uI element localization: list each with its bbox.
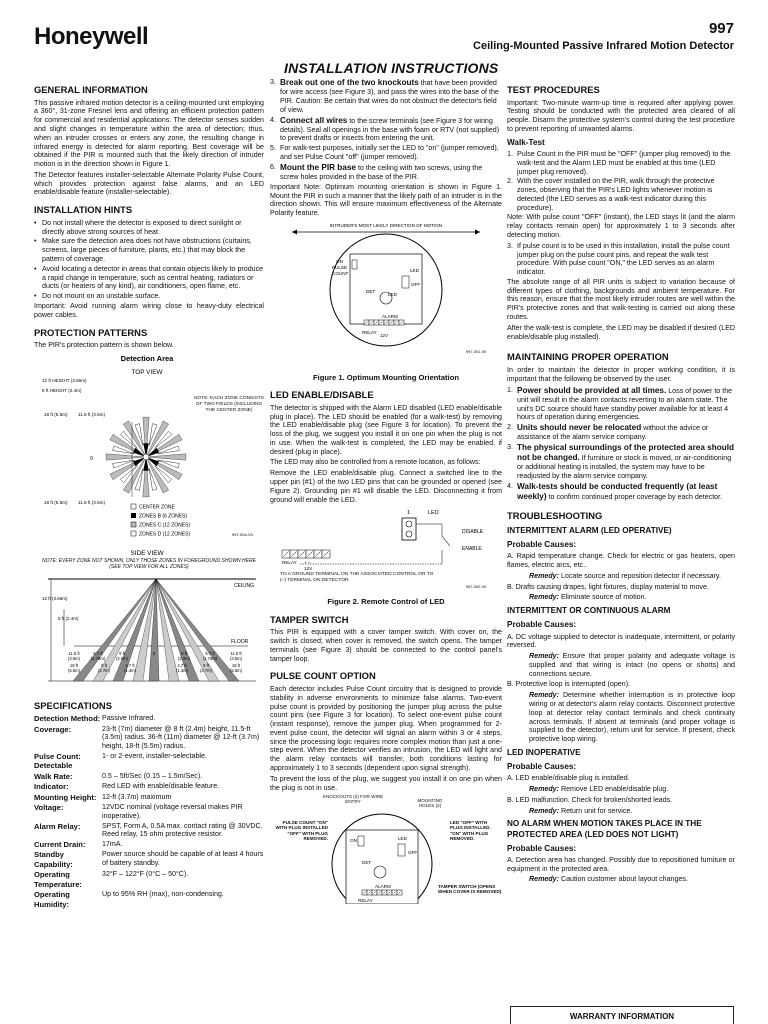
warranty-box: WARRANTY INFORMATION <box>510 1006 734 1024</box>
spec-value: 23-ft (7m) diameter @ 8 ft (2.4m) height, 11.5-ft (3.5m) radius. 36-ft (11m) diameter @ 12-ft (3.7m) height, 18-ft (5.5m) radius. <box>102 724 260 751</box>
distance-label: 5.7 ft <box>205 650 215 656</box>
trouble-subtitle: INTERMITTENT ALARM (LED OPERATIVE) <box>507 525 672 535</box>
spec-key: Current Drain: <box>34 840 86 850</box>
cause-item: A. LED enable/disable plug is installed. <box>507 774 630 783</box>
spec-value: Passive Infrared. <box>102 714 156 723</box>
list-item: 3. If pulse count is to be used in this installation, install the pulse count jumper plug on the pulse count pins, and repeat the walk test procedure. With pulse count "ON," the LED serves as an alarm indicator. <box>507 241 730 277</box>
spec-row <box>34 782 264 791</box>
height-label: 8 ft HEIGHT (2.4m) <box>42 387 82 393</box>
spec-value: 0.5 – 5ft/Sec (0.15 – 1.5m/Sec). <box>102 771 203 780</box>
spec-row <box>34 870 264 889</box>
section-title-pulse: PULSE COUNT OPTION <box>270 670 376 682</box>
range-paragraph: The absolute range of all PIR units is subject to variation because of different types of clothing, backgrounds and ambient temperature. For this reason, ensure that the most likely intruder routes are well within the PIR's protective zones and that walk-testing is carried out along these routes. <box>507 277 735 322</box>
brand-logo: Honeywell <box>34 23 149 50</box>
cause-item: B. LED malfunction. Check for broken/shorted leads. <box>507 795 673 804</box>
walk-test-note: Note: With pulse count "OFF" (instant), the LED stays lit (and the alarm relay contacts remain open) for approximately 1 to 3 seconds after detecting motion. <box>507 213 735 239</box>
list-item: 5. For walk-test purposes, initially set the LED to "on" (jumper removed), and set Pulse Count "off" (jumper removed). <box>270 144 499 162</box>
off-label: OFF <box>411 281 421 287</box>
det-label: DET <box>366 288 376 294</box>
spec-key: Pulse Count: Detectable <box>34 751 81 771</box>
center-label: 0 <box>90 455 93 462</box>
ground-note: TO A GROUND TERMINAL ON THE ASSOCIATED CONTROL OR TO (–) TERMINAL ON DETECTOR <box>280 572 434 584</box>
remedy-item: Remedy: Locate source and reposition detector if necessary. <box>529 571 721 580</box>
trouble-subtitle: NO ALARM WHEN MOTION TAKES PLACE IN THE PROTECTED AREA (LED DOES NOT LIGHT) <box>507 819 702 839</box>
spec-row <box>34 850 264 869</box>
side-view-label: SIDE VIEW <box>130 549 164 557</box>
spec-key: Operating Temperature: <box>34 870 82 889</box>
main-title: INSTALLATION INSTRUCTIONS <box>284 60 499 76</box>
led-label: LED <box>428 510 439 517</box>
walk-test-steps-cont <box>507 242 735 277</box>
list-item: 1. Power should be provided at all times. Loss of power to the unit will result in the alarm contacts reverting to an alarm state. The unit's DC source should have standby power available for at least 4 hours of operation during emergencies. <box>507 385 733 422</box>
pulse-count-note: PULSE COUNT "ON" WITH PLUG INSTALLED "OFF" WITH PLUG REMOVED. <box>275 820 328 842</box>
distance-label: (1.75m) <box>202 655 218 661</box>
pulse-paragraph-2: To prevent the loss of the plug, we suggest you install it on one pin when the plug is not in use. <box>270 774 502 792</box>
legend-entry: ZONES C (12 ZONES) <box>139 522 191 529</box>
wiring-diagram <box>270 794 502 904</box>
hints-list <box>34 219 264 301</box>
spec-row <box>34 772 264 781</box>
document-subtitle: Ceiling-Mounted Passive Infrared Motion Detector <box>473 40 734 52</box>
side-view-note: NOTE: EVERY ZONE NOT SHOWN, ONLY THOSE ZONES IN FOREGROUND SHOWN HERE (SEE TOP VIEW FOR ALL ZONES) <box>42 557 256 570</box>
general-paragraph-1: This passive infrared motion detector is a ceiling-mounted unit employing a 360°, 31-zone Fresnel lens and offering an efficient protection pattern for commercial and residential applications. The detector senses sudden and slight changes in temperature within the area of detection; thus, when an intruder crosses or enters any zone, the resulting change in infrared energy is detected for alarm reporting. Best coverage will be obtained if the PIR is mounted such that the likely direction of intruder motion is in the direction shown in Figure 1. <box>34 98 264 169</box>
remedy-item: Remedy: Eliminate source of motion. <box>529 593 647 602</box>
distance-label: (3.5m) <box>67 655 81 661</box>
distance-label: 9 ft <box>101 662 107 668</box>
pulse-label: PULSE <box>332 264 348 270</box>
led-label: LED <box>388 291 397 297</box>
radius-label: 18 ft (5.5m) <box>44 411 68 417</box>
led-note: LED "OFF" WITH PLUG INSTALLED. "ON" WITH PLUG REMOVED. <box>450 820 491 842</box>
off-label: OFF <box>408 850 418 856</box>
on-label: ON <box>336 258 343 264</box>
probable-causes: Probable Causes: <box>507 540 577 550</box>
spec-key: Operating Humidity: <box>34 890 70 909</box>
maintain-list <box>507 386 735 503</box>
spec-value: 12-ft (3.7m) maximum <box>102 792 172 801</box>
spec-value: Power source should be capable of at least 4 hours of battery standby. <box>102 850 264 868</box>
spec-value: 17mA. <box>102 840 123 849</box>
cause-item: A. DC voltage supplied to detector is inadequate, intermittent, or polarity reversed. <box>507 632 735 650</box>
figure-2 <box>270 506 502 606</box>
figure-code: 997-001-V0 <box>466 348 487 354</box>
remedy-item: Remedy: Ensure that proper polarity and adequate voltage is supplied and that wiring is intact (no opens or shorts) and connections secure. <box>529 652 735 678</box>
distance-label: (2.7m) <box>199 667 213 673</box>
walk-test-steps <box>507 150 735 212</box>
floor-label: FLOOR <box>231 638 249 645</box>
led-paragraph-3: Remove the LED enable/disable plug. Connect a switched line to the upper pin (#1) of the two LED pins that can be grounded or opened (see Figure 2). Grounding pin #1 will disable the LED. Disconnecting it from ground will enable the LED. <box>270 469 502 504</box>
probable-causes: Probable Causes: <box>507 843 577 853</box>
remedy-item: Remedy: Return unit for service. <box>529 806 633 815</box>
column-middle <box>270 78 502 907</box>
cause-item: A. Detection area has changed. Possibly due to repositioned furniture or equipment in the protected area. <box>507 855 735 873</box>
legend-entry: ZONES B (6 ZONES) <box>139 513 188 520</box>
section-title-protection: PROTECTION PATTERNS <box>34 326 148 338</box>
distance-label: 18 ft <box>231 662 241 668</box>
spec-row <box>34 822 264 840</box>
led-paragraph-2: The LED may also be controlled from a remote location, as follows: <box>270 458 481 467</box>
spec-key: Detection Method: <box>34 714 101 724</box>
trouble-subtitle: LED INOPERATIVE <box>507 747 581 757</box>
spec-value: Up to 95% RH (max), non-condensing. <box>102 890 224 899</box>
walk-test-title: Walk-Test <box>507 137 545 147</box>
remedy-item: Remedy: Caution customer about layout changes. <box>529 875 688 884</box>
pin-label: 1 <box>407 510 411 517</box>
hints-important: Important: Avoid running alarm wiring close to heavy-duty electrical power cables. <box>34 301 264 319</box>
list-item: 2. Units should never be relocated without the advice or assistance of the alarm service company. <box>507 423 709 442</box>
section-title-tamper: TAMPER SWITCH <box>270 613 349 625</box>
distance-label: 0 <box>152 650 156 656</box>
relay-label: RELAY <box>358 898 373 904</box>
side-view-diagram <box>34 547 264 695</box>
distance-label: 4.7 ft <box>125 662 135 668</box>
zone-note: NOTE: EACH ZONE CONSISTS OF TWO FIELDS (INCLUDING THE CENTER ZONE) <box>194 395 264 413</box>
zone-legend <box>131 504 190 538</box>
list-item: 3. The physical surroundings of the protected area should not be changed. If furniture or stock is moved, or air-conditioning or additional heating is installed, the system may have to be readjusted by the alarm service company. <box>507 443 735 481</box>
spec-row <box>34 714 264 723</box>
cause-item: B. Drafts causing drapes, light fixtures, display material to move. <box>507 582 709 591</box>
section-title-led: LED ENABLE/DISABLE <box>270 389 374 401</box>
detection-area-label: Detection Area <box>120 353 174 363</box>
spec-key: Standby Capability: <box>34 850 73 869</box>
list-item: 4. Walk-tests should be conducted frequently (at least weekly) to confirm continued proper coverage by each detector. <box>507 481 723 502</box>
spec-value: Red LED with enable/disable feature. <box>102 782 220 791</box>
figure-2-caption: Figure 2. Remote Control of LED <box>327 597 445 607</box>
cause-item: A. Rapid temperature change. Check for electric or gas heaters, open flames, electric arcs, etc.. <box>507 552 735 570</box>
led-label: LED <box>398 836 407 842</box>
spec-key: Walk Rate: <box>34 771 73 781</box>
enable-label: ENABLE <box>462 546 482 553</box>
distance-label: 9 ft <box>119 650 125 656</box>
tamper-note: TAMPER SWITCH (OPENS WHEN COVER IS REMOVED) <box>438 884 502 895</box>
distance-label: 9 ft <box>181 650 187 656</box>
distance-label: 11.5 ft <box>230 650 242 656</box>
section-title-general: GENERAL INFORMATION <box>34 84 148 95</box>
figure-code: 997-002-V0 <box>466 584 487 590</box>
tamper-paragraph: This PIR is equipped with a cover tamper switch. With cover on, the switch is closed; when cover is removed, the switch opens. The tamper terminals (see Figure 3) should be connected to the control panel's tamper loop. <box>270 628 502 663</box>
list-item: • Do not install where the detector is exposed to direct sunlight or directly above strong sources of heat. <box>34 219 264 237</box>
remedy-item: Remedy: Determine whether interruption is in protective loop wiring or at detector's alarm relay contacts. Disconnect protective loop at detector relay contact terminals and check continuity across terminals. If absent at terminals (and proper voltage is supplied to the detector), return unit for service. If present, check protective loop wiring. <box>529 691 735 744</box>
section-title-specs: SPECIFICATIONS <box>34 699 112 711</box>
pulse-paragraph-1: Each detector includes Pulse Count circuitry that is designed to provide stability in adverse environments to minimize false alarms. Two-event pulse count is provided by positioning the jumper plug across the pulse count pins (see Figure 3 for location). To select one-event pulse count (instant response), remove the jumper plug. When programmed for 2-event pulse count, the detector will signal an alarm within 3 or 4 steps, since the processing logic requires more complex motion than just a one-step event. When the detector verifies an intrusion, the LED will light and the alarm relay contacts will transfer, both conditions lasting for approximately 1 to 3 seconds (dependent upon signal strength). <box>270 684 502 772</box>
figure-code: 997-004-V0 <box>232 531 253 537</box>
mounting-note: MOUNTING HOLES (2) <box>417 798 443 809</box>
on-label: ON <box>350 838 357 844</box>
spec-row <box>34 803 264 821</box>
knockouts-note: KNOCKOUTS (2) FOR WIRE ENTRY <box>322 794 384 805</box>
count-label: COUNT <box>332 270 349 276</box>
radius-label: 11.5 ft (3.5m) <box>78 499 105 505</box>
distance-label: 18 ft <box>69 662 79 668</box>
top-view-diagram <box>34 352 264 544</box>
model-number: 997 <box>708 20 734 37</box>
list-item: 4. Connect all wires to the screw terminals (see Figure 3 for wiring details). Seal all openings in the base with foam or RTV (not supplied) to prevent drafts or insects from entering the unit. <box>270 115 500 143</box>
distance-label: 5.7 ft <box>93 650 103 656</box>
maintain-intro: In order to maintain the detector in proper working condition, it is important that the following be observed by the user. <box>507 366 735 383</box>
voltage-label: 12V <box>304 566 313 572</box>
after-test-paragraph: After the walk-test is complete, the LED may be disabled if desired (LED enable/disable plug installed). <box>507 323 735 341</box>
distance-label: 11.5 ft <box>68 650 80 656</box>
spec-value: 32°F – 122°F (0°C – 50°C). <box>102 870 189 879</box>
led-paragraph-1: The detector is shipped with the Alarm LED disabled (LED enable/disable plug in place). The LED should be enabled (for a walk-test) by removing the LED enable/disable plug (see Figure 3 for location). To prevent the loss of the plug, we suggest you install it on one pin when the plug is not in use. When the walk-test is completed, the LED may be enabled, if desired (plug in place). <box>270 403 502 456</box>
probable-causes: Probable Causes: <box>507 620 577 630</box>
distance-label: (1.4m) <box>123 667 137 673</box>
protection-intro: The PIR's protection pattern is shown below. <box>34 341 174 350</box>
spec-key: Indicator: <box>34 782 69 792</box>
spec-key: Coverage: <box>34 724 72 734</box>
voltage-label: 12V <box>380 332 389 338</box>
trouble-subtitle: INTERMITTENT OR CONTINUOUS ALARM <box>507 606 671 616</box>
det-label: DET <box>362 860 372 866</box>
specs-table <box>34 714 264 909</box>
direction-label: INTRUDER'S MOST LIKELY DIRECTION OF MOTION <box>329 222 443 228</box>
column-left <box>34 77 264 910</box>
alarm-label: ALARM <box>375 884 391 890</box>
spec-row <box>34 840 264 849</box>
distance-label: 9 ft <box>203 662 209 668</box>
test-important: Important: Two-minute warm-up time is required after applying power. Testing should be conducted with the protected area cleared of all people. Disarm the protective system's control during the test procedure to prevent reporting of unwanted alarms. <box>507 98 735 133</box>
important-note: Important Note: Optimum mounting orientation is shown in Figure 1. Mount the PIR in such a manner that the likely path of an intruder is in the direction shown. This will ensure maximum effectiveness of the Alternate Polarity feature. <box>270 182 502 218</box>
spec-value: 1- or 2-event, installer-selectable. <box>102 751 207 760</box>
disable-label: DISABLE <box>462 529 484 536</box>
top-view-label: TOP VIEW <box>131 368 163 376</box>
figure-3 <box>270 794 502 907</box>
spec-key: Mounting Height: <box>34 792 97 802</box>
remote-led-diagram <box>270 506 502 592</box>
list-item: 2. With the cover installed on the PIR, walk through the protective zones, observing that the PIR's LED lights whenever motion is detected (the LED serves as a walk-test indicator during this procedure). <box>507 177 715 212</box>
distance-label: (2.0m) <box>177 655 191 661</box>
polarity-label: + – <box>304 560 311 566</box>
cause-item: B. Protective loop is interrupted (open). <box>507 680 631 689</box>
distance-label: 4.7 ft <box>177 662 187 668</box>
height-label: 8 ft (2.4m) <box>58 615 79 621</box>
remedy-item: Remedy: Remove LED enable/disable plug. <box>529 785 669 794</box>
list-item: 1. Pulse Count in the PIR must be "OFF" (jumper plug removed) to the walk-test and the Alarm LED must be enabled at this time (LED jumper plug removed). <box>507 149 731 176</box>
alarm-label: ALARM <box>382 313 398 319</box>
radius-label: 11.5 ft (3.5m) <box>78 411 105 417</box>
probable-causes: Probable Causes: <box>507 762 577 772</box>
detection-area-figure <box>34 352 264 698</box>
section-title-trouble: TROUBLESHOOTING <box>507 510 603 522</box>
legend-entry: CENTER ZONE <box>139 504 175 511</box>
distance-label: (3.5m) <box>229 655 243 661</box>
radius-label: 18 ft (5.5m) <box>44 499 68 505</box>
spec-row <box>34 725 264 751</box>
figure-1 <box>270 220 502 382</box>
column-right <box>507 77 735 886</box>
list-item: • Avoid locating a detector in areas that contain objects likely to produce a rapid change in temperature, such as central heating, radiators or ducts (or heaters of any kind), air conditioners, open flame, etc. <box>34 265 264 291</box>
figure-1-caption: Figure 1. Optimum Mounting Orientation <box>313 372 459 382</box>
spec-row <box>34 890 264 909</box>
spec-key: Voltage: <box>34 802 64 812</box>
install-steps <box>270 78 502 182</box>
list-item: • Do not mount on an unstable surface. <box>34 292 264 301</box>
general-paragraph-2: The Detector features installer-selectable Alternate Polarity Pulse Count, which provides protection against false alarms, and an LED enable/disable feature (installer-selectable). <box>34 170 264 197</box>
spec-value: SPST, Form A, 0.5A max. contact rating @ 30VDC. Reed relay, 15 ohm protective resistor. <box>102 821 263 839</box>
distance-label: (5.5m) <box>67 667 81 673</box>
spec-key: Alarm Relay: <box>34 821 81 831</box>
spec-row <box>34 793 264 802</box>
spec-value: 12VDC nominal (voltage reversal makes PIR inoperative). <box>102 802 243 820</box>
distance-label: (2.7m) <box>97 667 111 673</box>
list-item: • Make sure the detection area does not have obstructions (curtains, screens, large pieces of furniture, plants, etc.) that may block the pattern of coverage. <box>34 237 264 263</box>
mounting-orientation-diagram <box>270 220 502 368</box>
terminal-strip <box>282 550 330 558</box>
side-view-zones <box>73 579 239 681</box>
spec-row <box>34 752 264 771</box>
list-item: 6. Mount the PIR base to the ceiling with two screws, using the screw holes provided in the base of the PIR. <box>270 162 483 181</box>
section-title-test: TEST PROCEDURES <box>507 84 600 95</box>
distance-label: (2.0m) <box>115 655 129 661</box>
legend-entry: ZONES D (12 ZONES) <box>139 531 191 538</box>
distance-label: (1.4m) <box>175 667 189 673</box>
distance-label: (5.5m) <box>229 667 243 673</box>
radial-zones <box>106 417 186 497</box>
ceiling-label: CEILING <box>234 582 255 589</box>
height-label: 12 ft (3.66m) <box>42 595 68 601</box>
height-label: 12 ft HEIGHT (3.66m) <box>42 377 87 383</box>
relay-label: RELAY <box>362 329 377 335</box>
list-item: 3. Break out one of the two knockouts that have been provided for wire access (see Figure 3), and pass the wires into the base of the PIR. Caution: Be certain that wires do not obstruct the detector's field of view. <box>270 78 499 114</box>
center-zone <box>143 454 149 460</box>
terminal-strip <box>362 890 402 895</box>
led-label: LED <box>410 267 419 273</box>
section-title-maintain: MAINTAINING PROPER OPERATION <box>507 351 669 363</box>
section-title-hints: INSTALLATION HINTS <box>34 204 133 216</box>
relay-label: RELAY <box>282 560 297 566</box>
terminal-strip <box>364 320 404 325</box>
distance-label: (1.75m) <box>90 655 106 661</box>
